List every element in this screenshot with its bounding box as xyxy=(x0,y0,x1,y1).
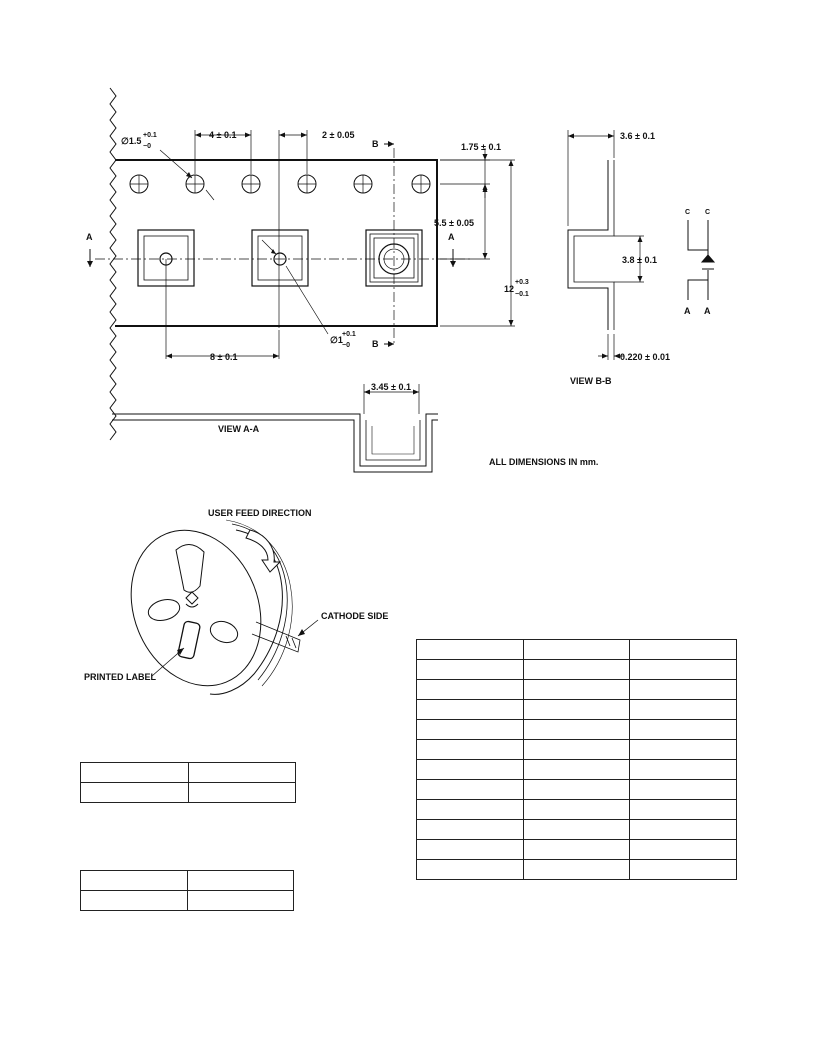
table-cell xyxy=(417,820,524,840)
table-cell xyxy=(417,840,524,860)
dim-sprocket-hole-tol-plus: +0.1 xyxy=(143,132,157,139)
dim-view-bb-thickness: 0.220 ± 0.01 xyxy=(620,352,670,362)
table-row xyxy=(417,780,737,800)
table-cell xyxy=(417,800,524,820)
table-cell xyxy=(630,780,737,800)
table-row xyxy=(417,640,737,660)
table-cell xyxy=(417,680,524,700)
dim-tape-width: 12 xyxy=(504,284,515,294)
table-cell xyxy=(523,760,630,780)
table-cell xyxy=(630,860,737,880)
table-cell xyxy=(630,640,737,660)
dim-pocket-pitch: 8 ± 0.1 xyxy=(210,352,238,362)
table-cell xyxy=(630,820,737,840)
table-cell xyxy=(523,780,630,800)
pocket xyxy=(252,230,308,286)
dim-view-bb-depth: 3.6 ± 0.1 xyxy=(620,131,655,141)
table-cell xyxy=(188,783,296,803)
reel-cathode-side: CATHODE SIDE xyxy=(321,611,389,621)
table-row xyxy=(81,763,296,783)
feed-direction-arrow xyxy=(246,530,280,572)
table-cell xyxy=(187,891,294,911)
table-cell xyxy=(523,820,630,840)
table-cell xyxy=(523,660,630,680)
table-cell xyxy=(187,871,294,891)
pockets xyxy=(138,230,422,286)
table-row xyxy=(417,680,737,700)
table-cell xyxy=(417,780,524,800)
view-aa-section xyxy=(112,384,438,472)
table-cell xyxy=(417,740,524,760)
view-bb-section xyxy=(568,130,644,360)
dim-sprocket-pitch: 4 ± 0.1 xyxy=(209,130,237,140)
table-cell xyxy=(81,763,189,783)
table-cell xyxy=(630,800,737,820)
break-line xyxy=(110,88,116,440)
table-cell xyxy=(81,871,188,891)
table-cell xyxy=(417,660,524,680)
view-bb-label: VIEW B-B xyxy=(570,376,612,386)
reel-printed-label: PRINTED LABEL xyxy=(84,672,156,682)
tape-outline xyxy=(115,160,437,326)
table-cell xyxy=(523,680,630,700)
dim-hole-to-center: 5.5 ± 0.05 xyxy=(434,218,474,228)
table-row xyxy=(417,820,737,840)
dim-tape-width-tol-minus: −0.1 xyxy=(515,291,529,298)
reel-feed-direction: USER FEED DIRECTION xyxy=(208,508,312,518)
table-cell xyxy=(523,840,630,860)
table-left-top xyxy=(80,762,296,803)
table-row xyxy=(81,783,296,803)
table-cell xyxy=(188,763,296,783)
dim-view-bb-pocket-height: 3.8 ± 0.1 xyxy=(622,255,657,265)
diode-anode-left: A xyxy=(684,306,691,316)
section-a-left-label: A xyxy=(86,232,93,242)
table-cell xyxy=(630,740,737,760)
table-cell xyxy=(630,660,737,680)
dim-pocket-hole-tol-minus: −0 xyxy=(342,342,350,349)
table-right xyxy=(416,639,737,880)
table-cell xyxy=(417,700,524,720)
table-cell xyxy=(630,680,737,700)
table-row xyxy=(417,840,737,860)
section-b-top-label: B xyxy=(372,139,379,149)
tape-top-view xyxy=(87,88,515,440)
diode-cathode-right: C xyxy=(705,209,711,216)
table-cell xyxy=(523,800,630,820)
section-b-bottom-label: B xyxy=(372,339,379,349)
dim-pocket-width: 3.45 ± 0.1 xyxy=(371,382,411,392)
dim-sprocket-hole: ∅1.5 xyxy=(121,136,142,146)
section-a-right-label: A xyxy=(448,232,455,242)
diode-symbol xyxy=(688,220,714,300)
table-row xyxy=(417,760,737,780)
dim-pocket-hole: ∅1 xyxy=(330,335,343,345)
table-cell xyxy=(523,860,630,880)
all-dimensions-note: ALL DIMENSIONS IN mm. xyxy=(489,457,599,467)
dim-pocket-offset: 2 ± 0.05 xyxy=(322,130,355,140)
table-row xyxy=(81,891,294,911)
dim-tape-width-tol-plus: +0.3 xyxy=(515,279,529,286)
table-cell xyxy=(630,720,737,740)
dim-pocket-hole-tol-plus: +0.1 xyxy=(342,331,356,338)
dim-sprocket-hole-tol-minus: −0 xyxy=(143,143,151,150)
table-cell xyxy=(81,783,189,803)
dim-edge-to-hole: 1.75 ± 0.1 xyxy=(461,142,501,152)
table-left-bottom xyxy=(80,870,294,911)
table-row xyxy=(417,720,737,740)
table-row xyxy=(417,800,737,820)
sprocket-holes xyxy=(130,175,430,193)
table-row xyxy=(417,700,737,720)
table-row xyxy=(417,660,737,680)
diode-anode-right: A xyxy=(704,306,711,316)
table-cell xyxy=(630,700,737,720)
table-cell xyxy=(523,700,630,720)
table-cell xyxy=(417,860,524,880)
table-cell xyxy=(81,891,188,911)
table-cell xyxy=(523,640,630,660)
table-cell xyxy=(630,760,737,780)
table-cell xyxy=(417,760,524,780)
view-aa-label: VIEW A-A xyxy=(218,424,260,434)
table-cell xyxy=(523,720,630,740)
table-cell xyxy=(630,840,737,860)
table-cell xyxy=(417,720,524,740)
table-row xyxy=(417,740,737,760)
table-row xyxy=(417,860,737,880)
table-cell xyxy=(417,640,524,660)
table-row xyxy=(81,871,294,891)
diode-cathode-left: C xyxy=(685,209,691,216)
table-cell xyxy=(523,740,630,760)
